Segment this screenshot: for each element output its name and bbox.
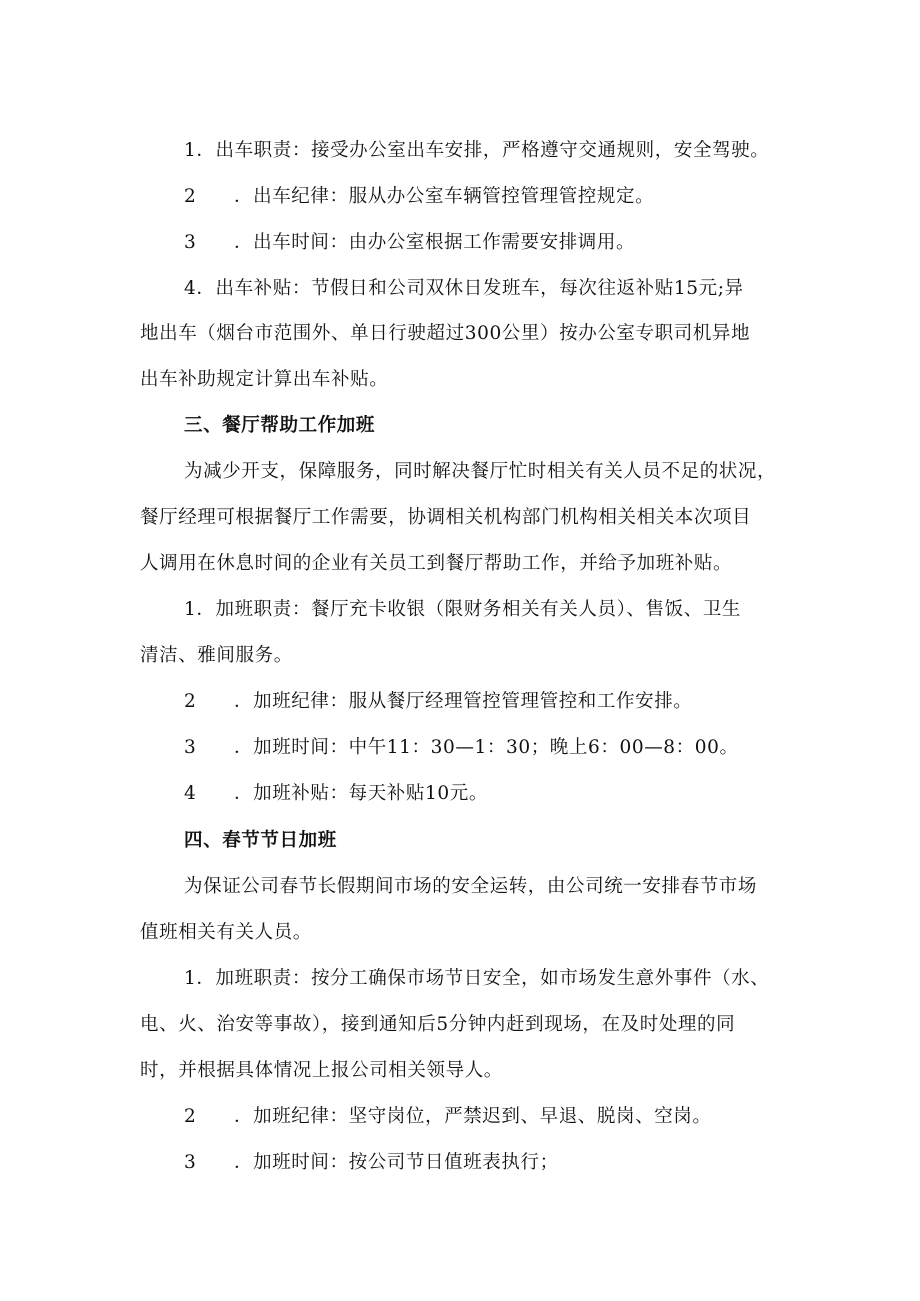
- canteen-item-3: [184, 736, 739, 760]
- vehicle-duty-item-4-line-1: 4．出车补贴：节假日和公司双休日发班车，每次往返补贴15元;异: [184, 278, 744, 299]
- holiday-item-1-line-2: 电、火、治安等事故），接到通知后5分钟内赶到现场，在及时处理的同: [140, 1014, 736, 1035]
- section-3-intro-line-3: 人调用在休息时间的企业有关员工到餐厅帮助工作，并给予加班补贴。: [140, 553, 733, 574]
- section-3-intro-line-1: 为减少开支，保障服务，同时解决餐厅忙时相关有关人员不足的状况，: [184, 461, 777, 482]
- canteen-item-2: [184, 690, 692, 714]
- section-4-heading: 四、春节节日加班: [184, 830, 337, 851]
- item-text: ．出车时间：由办公室根据工作需要安排调用。: [234, 232, 636, 253]
- item-number: 3: [184, 232, 197, 253]
- holiday-item-3: [184, 1151, 559, 1175]
- item-number: 3: [184, 1152, 197, 1173]
- item-text: ．出车纪律：服从办公室车辆管控管理管控规定。: [234, 186, 655, 207]
- section-3-intro-line-2: 餐厅经理可根据餐厅工作需要，协调相关机构部门机构相关相关本次项目: [140, 507, 752, 528]
- item-text: ．加班纪律：服从餐厅经理管控管理管控和工作安排。: [234, 691, 693, 712]
- section-4-intro-line-1: 为保证公司春节长假期间市场的安全运转，由公司统一安排春节市场: [184, 876, 758, 897]
- item-text: ．加班补贴：每天补贴10元。: [234, 783, 488, 804]
- canteen-item-1-line-2: 清洁、雅间服务。: [140, 645, 293, 666]
- holiday-item-1-line-3: 时，并根据具体情况上报公司相关领导人。: [140, 1060, 503, 1081]
- item-text: ．加班时间：中午11：30—1：30；晚上6：00—8：00。: [234, 737, 739, 758]
- vehicle-duty-item-3: [184, 231, 635, 255]
- section-4-intro-line-2: 值班相关有关人员。: [140, 922, 312, 943]
- item-text: ．加班纪律：坚守岗位，严禁迟到、早退、脱岗、空岗。: [234, 1106, 712, 1127]
- vehicle-duty-item-2: [184, 185, 654, 209]
- item-number: 4: [184, 783, 197, 804]
- item-text: ．加班时间：按公司节日值班表执行；: [234, 1152, 559, 1173]
- vehicle-duty-item-1: 1．出车职责：接受办公室出车安排，严格遵守交通规则，安全驾驶。: [184, 140, 770, 161]
- vehicle-duty-item-4-line-2: 地出车（烟台市范围外、单日行驶超过300公里）按办公室专职司机异地: [140, 323, 751, 344]
- canteen-item-4: [184, 782, 488, 806]
- holiday-item-1-line-1: 1．加班职责：按分工确保市场节日安全，如市场发生意外事件（水、: [184, 968, 770, 989]
- item-number: 2: [184, 1106, 197, 1127]
- canteen-item-1-line-1: 1．加班职责：餐厅充卡收银（限财务相关有关人员）、售饭、卫生: [184, 599, 742, 620]
- item-number: 2: [184, 691, 197, 712]
- item-number: 3: [184, 737, 197, 758]
- section-3-heading: 三、餐厅帮助工作加班: [184, 415, 376, 436]
- holiday-item-2: [184, 1105, 712, 1129]
- item-number: 2: [184, 186, 197, 207]
- vehicle-duty-item-4-line-3: 出车补助规定计算出车补贴。: [140, 369, 389, 390]
